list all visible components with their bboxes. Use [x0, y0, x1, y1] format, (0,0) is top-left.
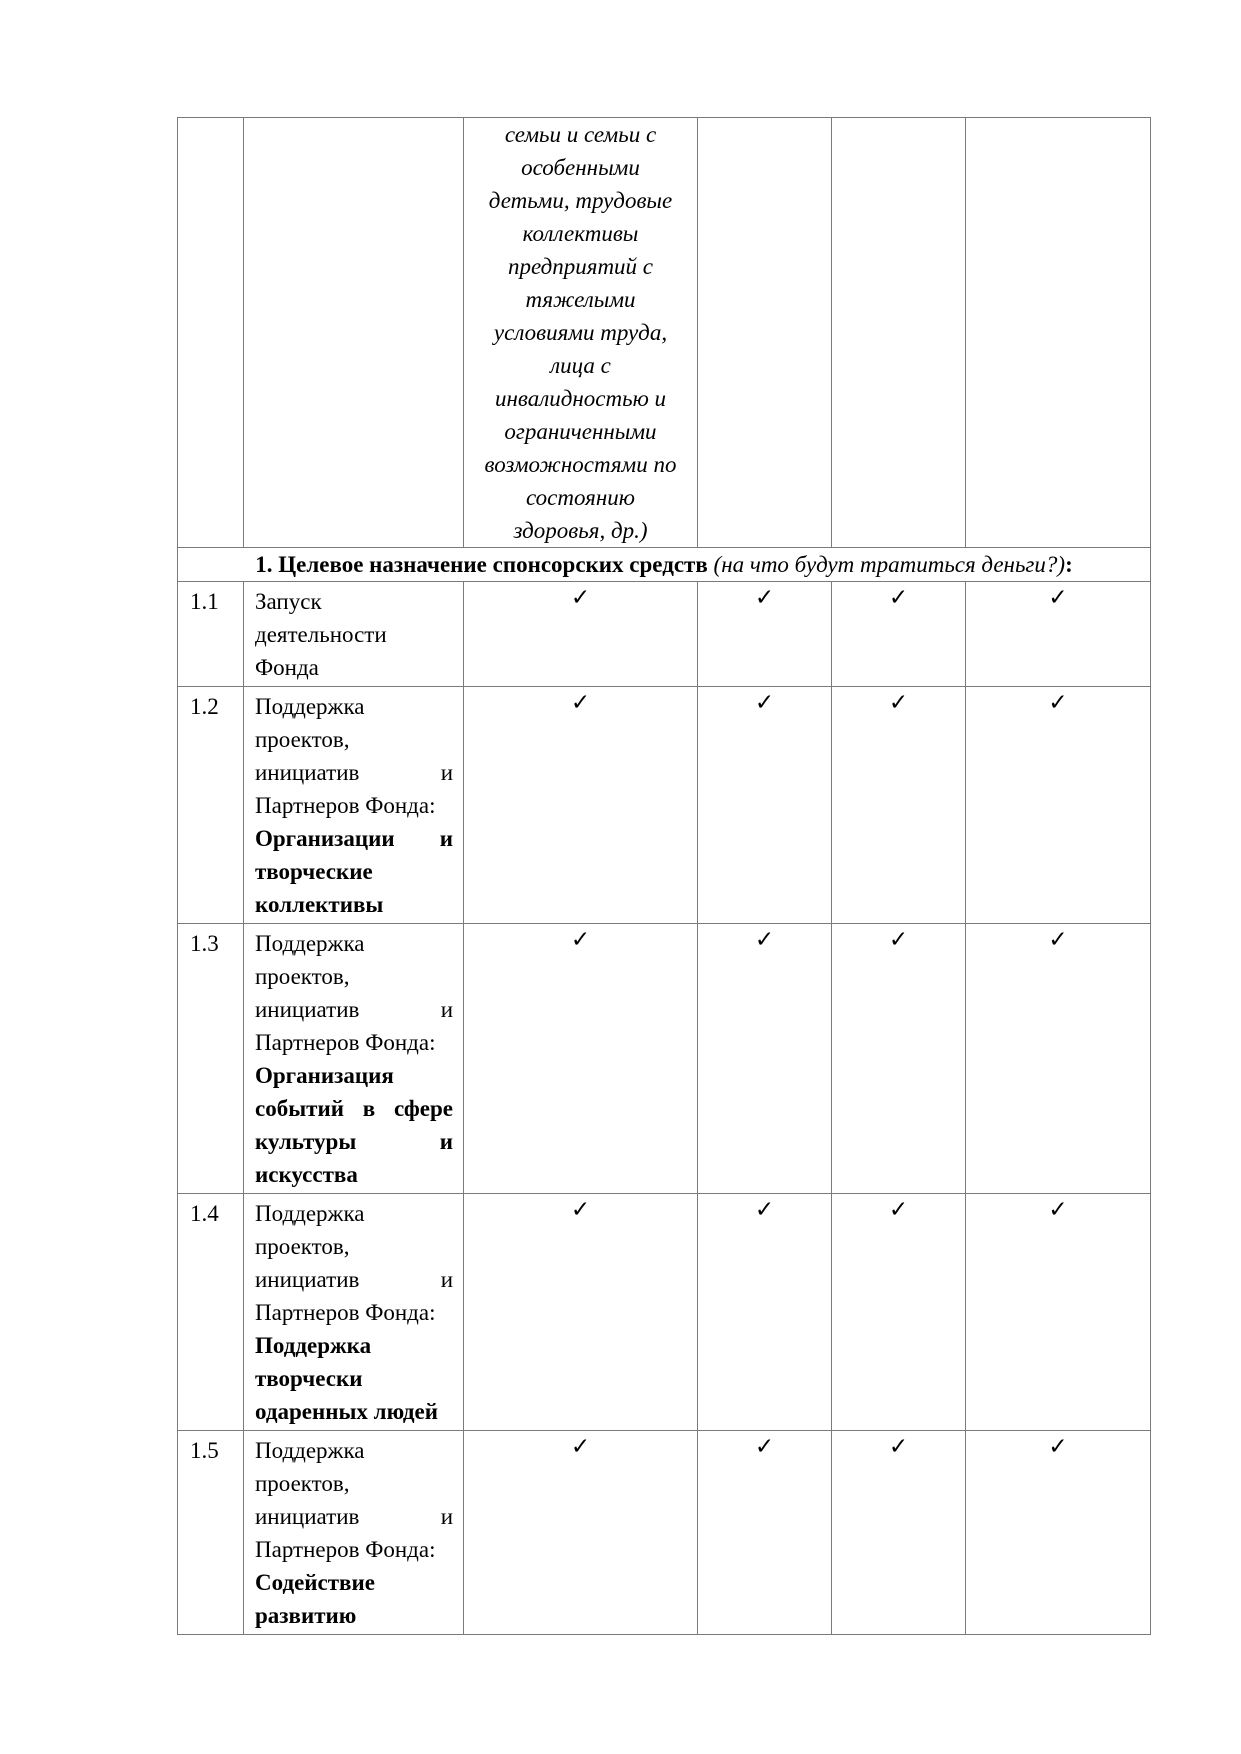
text-line: возможностями по	[484, 452, 677, 477]
text-line: Поддержка	[255, 931, 365, 956]
text-line: тяжелыми	[525, 287, 636, 312]
checkmark-icon: ✓	[966, 687, 1151, 924]
bold-line: культуры и	[255, 1129, 453, 1154]
text-line: Партнеров Фонда:	[255, 793, 436, 818]
checkmark-icon: ✓	[966, 1194, 1151, 1431]
bold-line: одаренных людей	[255, 1399, 438, 1424]
row-description	[244, 1194, 464, 1431]
row-number: 1.1	[178, 582, 244, 687]
checkmark-icon: ✓	[464, 924, 698, 1194]
row-number: 1.5	[178, 1431, 244, 1635]
checkmark-icon: ✓	[698, 1431, 832, 1635]
bold-line: Поддержка	[255, 1333, 372, 1358]
text-line: здоровья, др.)	[513, 518, 648, 543]
text-line: инвалидностью и	[494, 386, 667, 411]
bold-line: коллективы	[255, 892, 384, 917]
bold-line: творческие	[255, 859, 373, 884]
text-line: Фонда	[255, 655, 319, 680]
text-line: Запуск	[255, 589, 322, 614]
checkmark-icon: ✓	[464, 1431, 698, 1635]
bold-line: Организации и	[255, 826, 453, 851]
checkmark-icon: ✓	[698, 582, 832, 687]
section-header-row	[178, 548, 1151, 582]
checkmark-icon: ✓	[698, 924, 832, 1194]
checkmark-icon: ✓	[698, 687, 832, 924]
text-line: инициатив и	[255, 997, 453, 1022]
text-line: Поддержка	[255, 1438, 365, 1463]
empty-cell	[698, 118, 832, 548]
target-audience-cell	[464, 118, 698, 548]
text-line: Поддержка	[255, 1201, 365, 1226]
checkmark-icon: ✓	[832, 1431, 966, 1635]
table-row	[178, 687, 1151, 924]
text-line: детьми, трудовые	[488, 188, 673, 213]
bold-line: искусства	[255, 1162, 358, 1187]
table-row	[178, 1194, 1151, 1431]
text-line: Партнеров Фонда:	[255, 1537, 436, 1562]
text-line: инициатив и	[255, 760, 453, 785]
text-line: предприятий с	[507, 254, 654, 279]
text-line: условиями труда,	[493, 320, 668, 345]
text-line: ограниченными	[504, 419, 657, 444]
empty-cell	[966, 118, 1151, 548]
text-line: инициатив и	[255, 1267, 453, 1292]
text-line: особенными	[521, 155, 640, 180]
row-description	[244, 687, 464, 924]
continuation-row	[178, 118, 1151, 548]
table-row	[178, 1431, 1151, 1635]
empty-cell	[178, 118, 244, 548]
checkmark-icon: ✓	[832, 687, 966, 924]
section-heading	[178, 548, 1151, 582]
row-description	[244, 1431, 464, 1635]
checkmark-icon: ✓	[832, 582, 966, 687]
checkmark-icon: ✓	[966, 1431, 1151, 1635]
checkmark-icon: ✓	[966, 924, 1151, 1194]
checkmark-icon: ✓	[832, 924, 966, 1194]
section-heading-bold: 1. Целевое назначение спонсорских средств	[255, 552, 708, 577]
row-number: 1.4	[178, 1194, 244, 1431]
text-line: проектов,	[255, 964, 350, 989]
bold-line: Содействие	[255, 1570, 375, 1595]
text-line: проектов,	[255, 727, 350, 752]
text-line: Поддержка	[255, 694, 365, 719]
bold-line: Организация	[255, 1063, 394, 1088]
table-row	[178, 924, 1151, 1194]
bold-line: событий в сфере	[255, 1096, 453, 1121]
text-line: деятельности	[255, 622, 387, 647]
text-line: семьи и семьи с	[504, 122, 657, 147]
checkmark-icon: ✓	[832, 1194, 966, 1431]
bold-line: творчески	[255, 1366, 363, 1391]
checkmark-icon: ✓	[464, 582, 698, 687]
text-line: Партнеров Фонда:	[255, 1030, 436, 1055]
text-line: состоянию	[526, 485, 635, 510]
row-description	[244, 582, 464, 687]
empty-cell	[832, 118, 966, 548]
section-heading-colon: :	[1065, 552, 1073, 577]
checkmark-icon: ✓	[698, 1194, 832, 1431]
section-heading-italic: (на что будут тратиться деньги?)	[713, 552, 1066, 577]
text-line: Партнеров Фонда:	[255, 1300, 436, 1325]
checkmark-icon: ✓	[464, 687, 698, 924]
text-line: лица с	[550, 353, 611, 378]
text-line: проектов,	[255, 1471, 350, 1496]
sponsorship-table	[177, 117, 1151, 1635]
text-line: коллективы	[522, 221, 639, 246]
checkmark-icon: ✓	[966, 582, 1151, 687]
row-number: 1.3	[178, 924, 244, 1194]
text-line: инициатив и	[255, 1504, 453, 1529]
table-row	[178, 582, 1151, 687]
row-number: 1.2	[178, 687, 244, 924]
row-description	[244, 924, 464, 1194]
empty-cell	[244, 118, 464, 548]
checkmark-icon: ✓	[464, 1194, 698, 1431]
bold-line: развитию	[255, 1603, 357, 1628]
text-line: проектов,	[255, 1234, 350, 1259]
